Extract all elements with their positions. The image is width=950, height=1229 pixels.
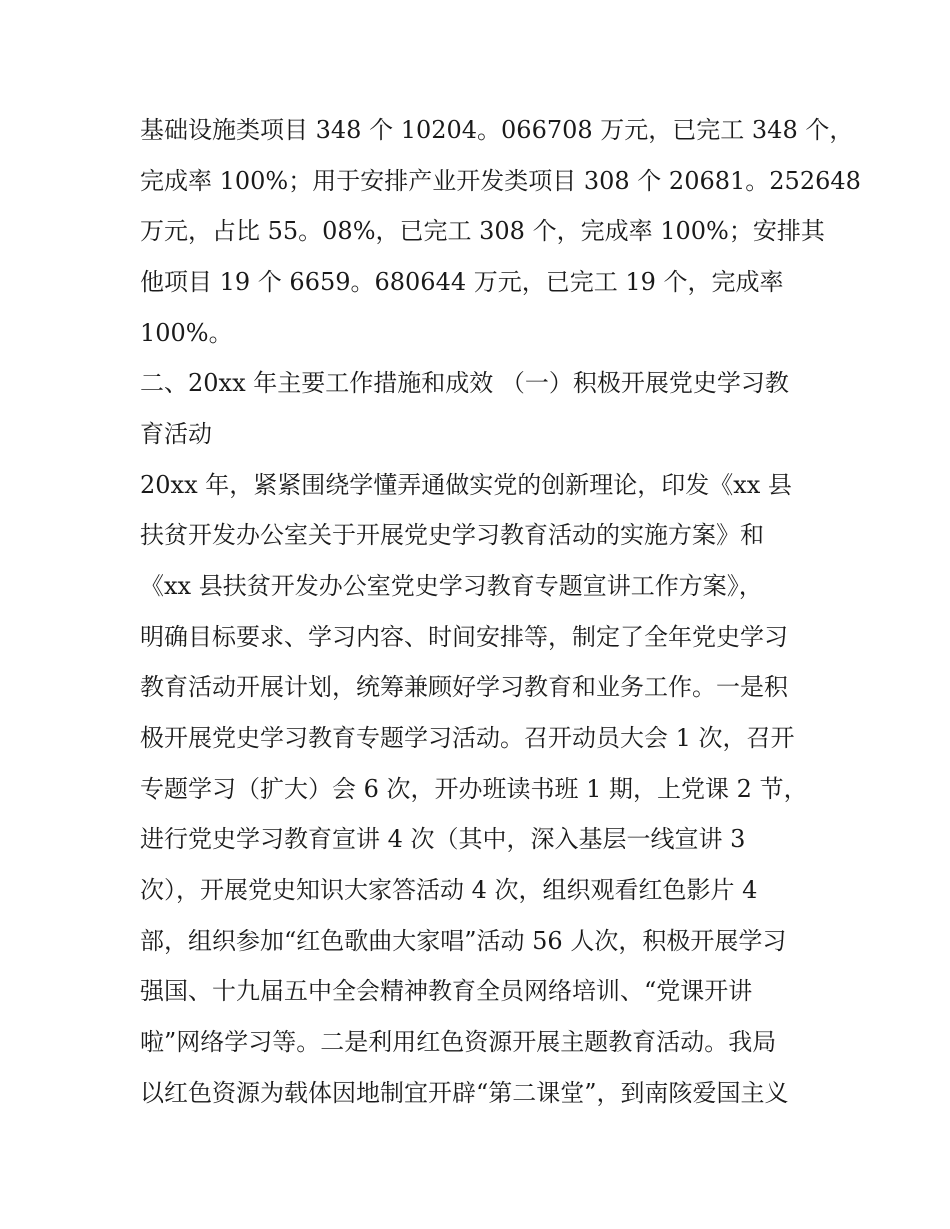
text-line: 教育活动开展计划，统筹兼顾好学习教育和业务工作。一是积 xyxy=(140,673,788,701)
text-line: 万元，占比 55。08%，已完工 308 个，完成率 100%；安排其 xyxy=(140,217,825,245)
text-line: 进行党史学习教育宣讲 4 次（其中，深入基层一线宣讲 3 xyxy=(140,825,746,853)
text-line: 明确目标要求、学习内容、时间安排等，制定了全年党史学习 xyxy=(140,623,788,651)
text-line: 100%。 xyxy=(140,319,233,347)
text-line: 完成率 100%；用于安排产业开发类项目 308 个 20681。252648 xyxy=(140,167,861,195)
text-line: 扶贫开发办公室关于开展党史学习教育活动的实施方案》和 xyxy=(140,521,764,549)
text-line: 以红色资源为载体因地制宜开辟“第二课堂”，到南陔爱国主义 xyxy=(140,1079,789,1107)
text-line: 基础设施类项目 348 个 10204。066708 万元，已完工 348 个， xyxy=(140,116,854,144)
text-line: 他项目 19 个 6659。680644 万元，已完工 19 个，完成率 xyxy=(140,268,784,296)
text-line: 部，组织参加“红色歌曲大家唱”活动 56 人次，积极开展学习 xyxy=(140,927,787,955)
section-heading: 育活动 xyxy=(140,420,212,448)
section-heading: 二、20xx 年主要工作措施和成效 （一）积极开展党史学习教 xyxy=(140,369,789,397)
text-line: 专题学习（扩大）会 6 次，开办班读书班 1 期，上党课 2 节， xyxy=(140,775,808,803)
text-line: 20xx 年，紧紧围绕学懂弄通做实党的创新理论，印发《xx 县 xyxy=(140,471,792,499)
text-line: 强国、十九届五中全会精神教育全员网络培训、“党课开讲 xyxy=(140,977,753,1005)
text-line: 极开展党史学习教育专题学习活动。召开动员大会 1 次，召开 xyxy=(140,724,795,752)
text-line: 啦”网络学习等。二是利用红色资源开展主题教育活动。我局 xyxy=(140,1028,777,1056)
text-line: 次），开展党史知识大家答活动 4 次，组织观看红色影片 4 xyxy=(140,876,758,904)
text-line: 《xx 县扶贫开发办公室党史学习教育专题宣讲工作方案》， xyxy=(140,572,763,600)
